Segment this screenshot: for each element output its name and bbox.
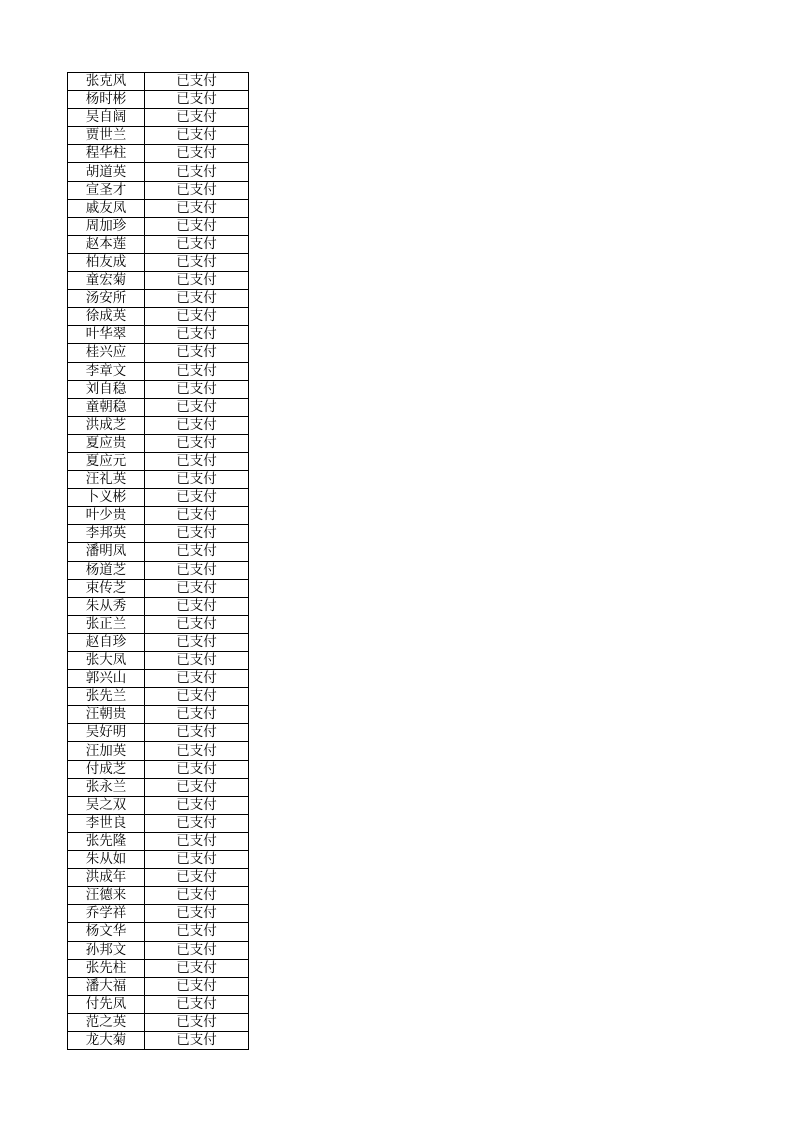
name-cell: 夏应元 bbox=[68, 452, 145, 470]
name-cell: 戚友凤 bbox=[68, 199, 145, 217]
payment-status-cell: 已支付 bbox=[145, 905, 249, 923]
name-cell: 汪朝贵 bbox=[68, 706, 145, 724]
name-cell: 李邦英 bbox=[68, 525, 145, 543]
table-row bbox=[68, 851, 249, 869]
payment-status-cell: 已支付 bbox=[145, 217, 249, 235]
name-cell: 束传芝 bbox=[68, 579, 145, 597]
table-row bbox=[68, 1031, 249, 1049]
name-cell: 叶华翠 bbox=[68, 326, 145, 344]
name-cell: 宣圣才 bbox=[68, 181, 145, 199]
payment-status-cell: 已支付 bbox=[145, 73, 249, 91]
table-row bbox=[68, 434, 249, 452]
table-row bbox=[68, 507, 249, 525]
payment-status-cell: 已支付 bbox=[145, 832, 249, 850]
table-row bbox=[68, 923, 249, 941]
name-cell: 程华柱 bbox=[68, 145, 145, 163]
table-row bbox=[68, 272, 249, 290]
payment-status-cell: 已支付 bbox=[145, 923, 249, 941]
payment-status-cell: 已支付 bbox=[145, 145, 249, 163]
payment-status-cell: 已支付 bbox=[145, 977, 249, 995]
name-cell: 柏友成 bbox=[68, 253, 145, 271]
name-cell: 李章文 bbox=[68, 362, 145, 380]
payment-status-cell: 已支付 bbox=[145, 507, 249, 525]
name-cell: 郭兴山 bbox=[68, 670, 145, 688]
name-cell: 张先兰 bbox=[68, 688, 145, 706]
payment-status-cell: 已支付 bbox=[145, 688, 249, 706]
name-cell: 汤安所 bbox=[68, 290, 145, 308]
table-row bbox=[68, 290, 249, 308]
table-row bbox=[68, 73, 249, 91]
table-row bbox=[68, 814, 249, 832]
table-row bbox=[68, 561, 249, 579]
name-cell: 赵本莲 bbox=[68, 235, 145, 253]
payment-status-cell: 已支付 bbox=[145, 380, 249, 398]
name-cell: 吴自阔 bbox=[68, 109, 145, 127]
payment-status-cell: 已支付 bbox=[145, 344, 249, 362]
table-row bbox=[68, 995, 249, 1013]
table-row bbox=[68, 579, 249, 597]
table-row bbox=[68, 181, 249, 199]
name-cell: 朱从秀 bbox=[68, 597, 145, 615]
payment-status-cell: 已支付 bbox=[145, 796, 249, 814]
table-row bbox=[68, 471, 249, 489]
name-cell: 童朝稳 bbox=[68, 398, 145, 416]
payment-status-cell: 已支付 bbox=[145, 434, 249, 452]
table-row bbox=[68, 778, 249, 796]
table-row bbox=[68, 163, 249, 181]
payment-status-cell: 已支付 bbox=[145, 416, 249, 434]
table-row bbox=[68, 652, 249, 670]
name-cell: 范之英 bbox=[68, 1013, 145, 1031]
table-row bbox=[68, 1013, 249, 1031]
name-cell: 孙邦文 bbox=[68, 941, 145, 959]
name-cell: 张永兰 bbox=[68, 778, 145, 796]
table-row bbox=[68, 887, 249, 905]
name-cell: 张先隆 bbox=[68, 832, 145, 850]
payment-status-cell: 已支付 bbox=[145, 253, 249, 271]
payment-status-cell: 已支付 bbox=[145, 561, 249, 579]
payment-status-cell: 已支付 bbox=[145, 91, 249, 109]
name-cell: 吴好明 bbox=[68, 724, 145, 742]
name-cell: 贾世兰 bbox=[68, 127, 145, 145]
table-row bbox=[68, 398, 249, 416]
payment-status-cell: 已支付 bbox=[145, 615, 249, 633]
table-row bbox=[68, 416, 249, 434]
table-row bbox=[68, 326, 249, 344]
name-cell: 卜义彬 bbox=[68, 489, 145, 507]
name-cell: 周加珍 bbox=[68, 217, 145, 235]
payment-status-cell: 已支付 bbox=[145, 525, 249, 543]
payment-status-cell: 已支付 bbox=[145, 362, 249, 380]
table-row bbox=[68, 597, 249, 615]
table-row bbox=[68, 109, 249, 127]
table-row bbox=[68, 199, 249, 217]
name-cell: 张正兰 bbox=[68, 615, 145, 633]
payment-status-cell: 已支付 bbox=[145, 326, 249, 344]
name-cell: 夏应贵 bbox=[68, 434, 145, 452]
payment-status-cell: 已支付 bbox=[145, 398, 249, 416]
name-cell: 汪德来 bbox=[68, 887, 145, 905]
name-cell: 刘自稳 bbox=[68, 380, 145, 398]
payment-status-cell: 已支付 bbox=[145, 452, 249, 470]
table-row bbox=[68, 742, 249, 760]
payment-status-cell: 已支付 bbox=[145, 579, 249, 597]
name-cell: 桂兴应 bbox=[68, 344, 145, 362]
name-cell: 吴之双 bbox=[68, 796, 145, 814]
payment-status-cell: 已支付 bbox=[145, 163, 249, 181]
name-cell: 杨道芝 bbox=[68, 561, 145, 579]
payment-status-cell: 已支付 bbox=[145, 633, 249, 651]
payment-status-cell: 已支付 bbox=[145, 543, 249, 561]
payment-status-cell: 已支付 bbox=[145, 887, 249, 905]
name-cell: 赵自珍 bbox=[68, 633, 145, 651]
payment-status-cell: 已支付 bbox=[145, 181, 249, 199]
table-row bbox=[68, 760, 249, 778]
table-row bbox=[68, 796, 249, 814]
payment-status-cell: 已支付 bbox=[145, 706, 249, 724]
payment-status-cell: 已支付 bbox=[145, 272, 249, 290]
name-cell: 洪成芝 bbox=[68, 416, 145, 434]
name-cell: 杨文华 bbox=[68, 923, 145, 941]
table-row bbox=[68, 380, 249, 398]
table-row bbox=[68, 127, 249, 145]
name-cell: 张克风 bbox=[68, 73, 145, 91]
table-row bbox=[68, 977, 249, 995]
table-row bbox=[68, 869, 249, 887]
name-cell: 叶少贵 bbox=[68, 507, 145, 525]
payment-status-cell: 已支付 bbox=[145, 308, 249, 326]
name-cell: 张大凤 bbox=[68, 652, 145, 670]
name-cell: 徐成英 bbox=[68, 308, 145, 326]
payment-status-cell: 已支付 bbox=[145, 652, 249, 670]
name-cell: 朱从如 bbox=[68, 851, 145, 869]
name-cell: 杨时彬 bbox=[68, 91, 145, 109]
payment-status-cell: 已支付 bbox=[145, 760, 249, 778]
payment-status-cell: 已支付 bbox=[145, 670, 249, 688]
name-cell: 汪礼英 bbox=[68, 471, 145, 489]
payment-status-cell: 已支付 bbox=[145, 489, 249, 507]
payment-status-cell: 已支付 bbox=[145, 742, 249, 760]
table-row bbox=[68, 253, 249, 271]
payment-status-cell: 已支付 bbox=[145, 127, 249, 145]
name-cell: 付成芝 bbox=[68, 760, 145, 778]
payment-status-cell: 已支付 bbox=[145, 1031, 249, 1049]
name-cell: 洪成年 bbox=[68, 869, 145, 887]
name-cell: 童宏菊 bbox=[68, 272, 145, 290]
table-row bbox=[68, 959, 249, 977]
payment-status-cell: 已支付 bbox=[145, 235, 249, 253]
payment-status-cell: 已支付 bbox=[145, 851, 249, 869]
table-row bbox=[68, 832, 249, 850]
name-cell: 李世良 bbox=[68, 814, 145, 832]
table-row bbox=[68, 145, 249, 163]
payment-table-body bbox=[68, 73, 249, 1050]
table-row bbox=[68, 525, 249, 543]
name-cell: 乔学祥 bbox=[68, 905, 145, 923]
table-row bbox=[68, 633, 249, 651]
table-row bbox=[68, 688, 249, 706]
payment-status-cell: 已支付 bbox=[145, 778, 249, 796]
table-row bbox=[68, 235, 249, 253]
table-row bbox=[68, 344, 249, 362]
payment-status-cell: 已支付 bbox=[145, 471, 249, 489]
table-row bbox=[68, 670, 249, 688]
payment-status-cell: 已支付 bbox=[145, 199, 249, 217]
name-cell: 龙大菊 bbox=[68, 1031, 145, 1049]
payment-table bbox=[67, 72, 249, 1050]
payment-status-cell: 已支付 bbox=[145, 109, 249, 127]
payment-status-cell: 已支付 bbox=[145, 869, 249, 887]
table-row bbox=[68, 362, 249, 380]
table-row bbox=[68, 452, 249, 470]
payment-status-cell: 已支付 bbox=[145, 724, 249, 742]
table-row bbox=[68, 724, 249, 742]
name-cell: 胡道英 bbox=[68, 163, 145, 181]
payment-status-cell: 已支付 bbox=[145, 941, 249, 959]
name-cell: 汪加英 bbox=[68, 742, 145, 760]
payment-status-cell: 已支付 bbox=[145, 597, 249, 615]
table-row bbox=[68, 905, 249, 923]
payment-status-cell: 已支付 bbox=[145, 1013, 249, 1031]
payment-status-cell: 已支付 bbox=[145, 814, 249, 832]
table-row bbox=[68, 941, 249, 959]
table-row bbox=[68, 91, 249, 109]
payment-status-cell: 已支付 bbox=[145, 995, 249, 1013]
table-row bbox=[68, 543, 249, 561]
name-cell: 潘明凤 bbox=[68, 543, 145, 561]
payment-status-cell: 已支付 bbox=[145, 290, 249, 308]
name-cell: 付先凤 bbox=[68, 995, 145, 1013]
table-row bbox=[68, 489, 249, 507]
name-cell: 潘大福 bbox=[68, 977, 145, 995]
name-cell: 张先柱 bbox=[68, 959, 145, 977]
payment-status-cell: 已支付 bbox=[145, 959, 249, 977]
table-row bbox=[68, 308, 249, 326]
table-row bbox=[68, 615, 249, 633]
table-row bbox=[68, 217, 249, 235]
table-row bbox=[68, 706, 249, 724]
